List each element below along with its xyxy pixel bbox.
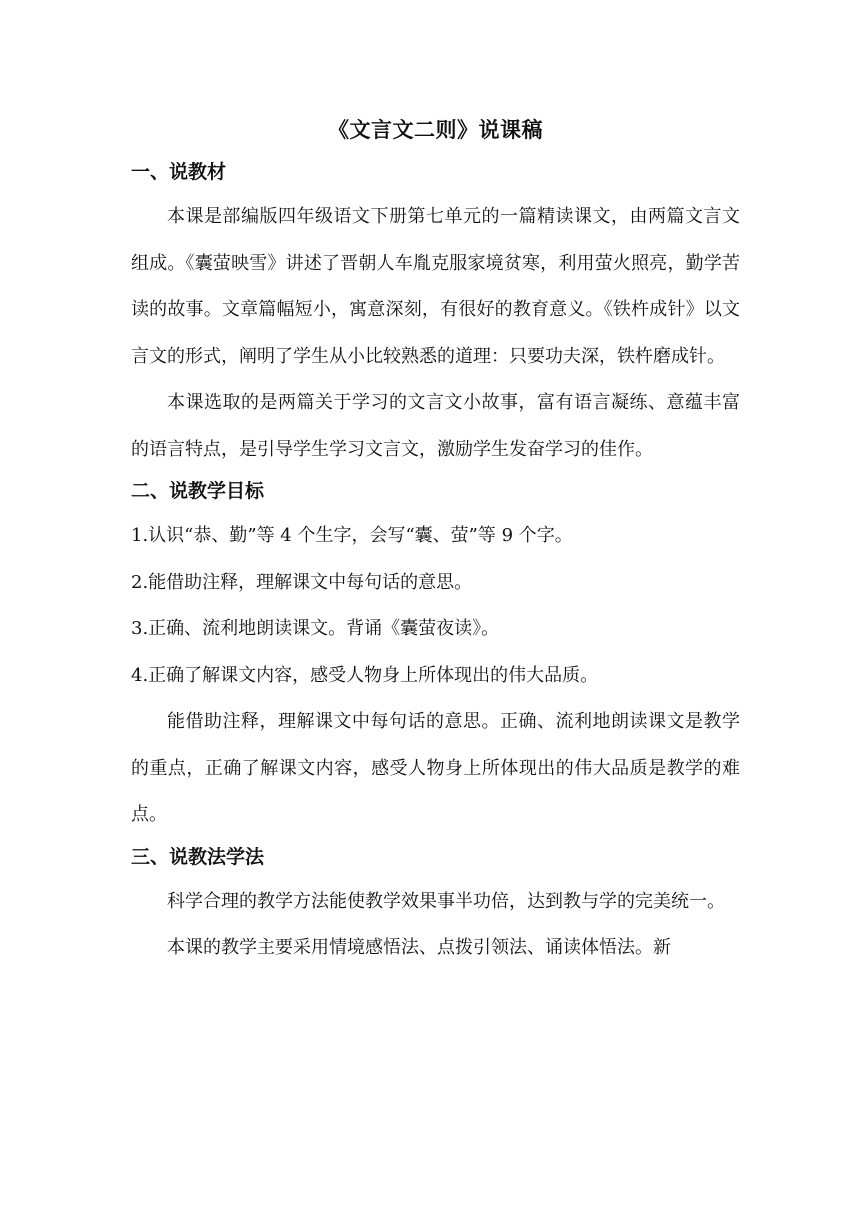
section-heading: 三、说教法学法 [131,845,265,868]
goal-item: 1.认识“恭、勤”等 4 个生字，会写“囊、萤”等 9 个字。 [131,525,573,546]
section-teaching-methods [131,839,740,972]
paragraph: 本课的教学主要采用情境感悟法、点拨引领法、诵读体悟法。新 [167,937,671,958]
paragraph: 能借助注释，理解课文中每句话的意思。正确、流利地朗读课文是教学的重点，正确了解课文内容，感受人物身上所体现出的伟大品质是教学的难点。 [131,711,740,825]
section-heading: 二、说教学目标 [131,480,265,502]
goal-item: 2.能借助注释，理解课文中每句话的意思。 [131,571,473,593]
section-teaching-goals [131,473,740,839]
document-title: 《文言文二则》说课稿 [328,118,543,142]
paragraph: 科学合理的教学方法能使教学效果事半功倍，达到教与学的完美统一。 [167,890,725,912]
goal-item: 3.正确、流利地朗读课文。背诵《囊萤夜读》。 [131,618,500,639]
goal-item: 4.正确了解课文内容，感受人物身上所体现出的伟大品质。 [131,664,599,686]
section-heading: 一、说教材 [131,161,227,183]
section-textbook [131,154,740,473]
paragraph: 本课是部编版四年级语文下册第七单元的一篇精读课文，由两篇文言文组成。《囊萤映雪》讲述了晋朝人车胤克服家境贫寒，利用萤火照亮，勤学苦读的故事。文章篇幅短小，寓意深刻，有很好的教育意义。《铁杵成针》以文言文的形式，阐明了学生从小比较熟悉的道理：只要功夫深，铁杵磨成针。 [131,206,740,367]
paragraph: 本课选取的是两篇关于学习的文言文小故事，富有语言凝练、意蕴丰富的语言特点，是引导学生学习文言文，激励学生发奋学习的佳作。 [131,392,740,460]
